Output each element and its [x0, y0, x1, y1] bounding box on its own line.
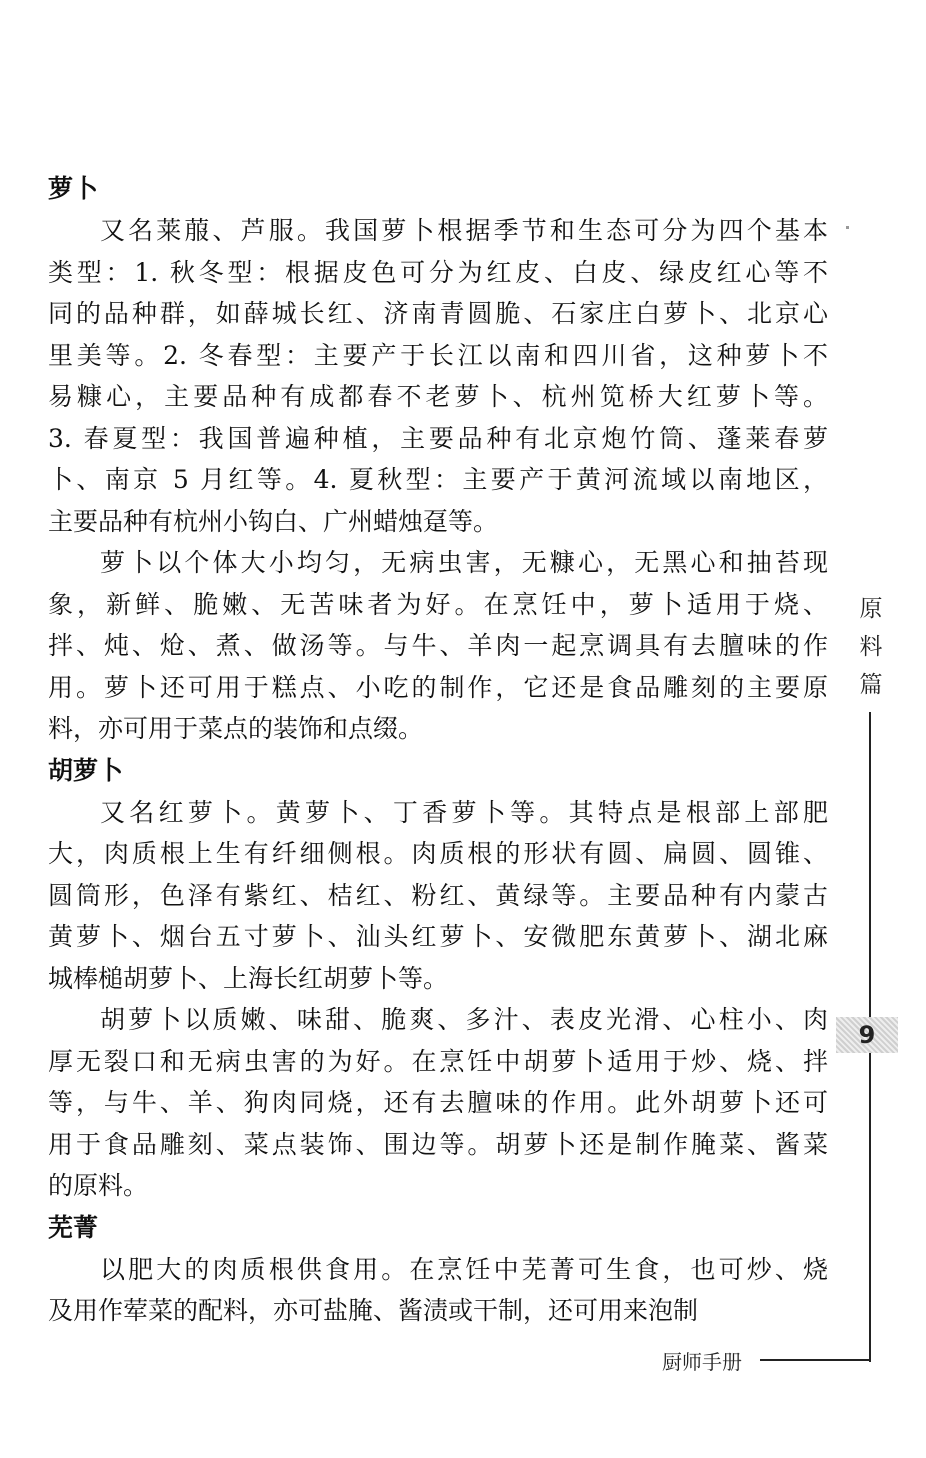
section-heading: 萝卜	[48, 174, 99, 203]
paragraph	[48, 210, 828, 542]
text-line: 又名莱菔、芦服。我国萝卜根据季节和生态可分为四个基本	[100, 216, 828, 245]
footer-rule	[760, 1359, 870, 1361]
text-line: 3. 春夏型：我国普遍种植，主要品种有北京炮竹筒、蓬莱春萝	[48, 423, 828, 453]
text-line: 拌、炖、炝、煮、做汤等。与牛、羊肉一起烹调具有去膻味的作	[48, 631, 828, 660]
chapter-label	[856, 590, 886, 704]
text-line: 类型：1. 秋冬型：根据皮色可分为红皮、白皮、绿皮红心等不	[48, 257, 828, 287]
text-line: 大，肉质根上生有纤细侧根。肉质根的形状有圆、扁圆、圆锥、	[48, 839, 828, 868]
text-line: 主要品种有杭州小钩白、广州蜡烛趸等。	[48, 506, 499, 536]
chapter-label-char: 料	[859, 634, 883, 660]
text-line: 厚无裂口和无病虫害的为好。在烹饪中胡萝卜适用于炒、烧、拌	[48, 1046, 828, 1076]
chapter-label-char: 原	[859, 596, 883, 622]
text-line: 易糠心，主要品种有成都春不老萝卜、杭州笕桥大红萝卜等。	[48, 382, 828, 411]
page-number: 9	[858, 1021, 876, 1049]
section-heading: 胡萝卜	[48, 755, 124, 785]
text-line: 里美等。2. 冬春型：主要产于长江以南和四川省，这种萝卜不	[48, 340, 828, 370]
text-line: 萝卜以个体大小均匀，无病虫害，无糠心，无黑心和抽苔现	[100, 548, 828, 577]
text-line: 象，新鲜、脆嫩、无苦味者为好。在烹饪中，萝卜适用于烧、	[48, 589, 828, 619]
text-line: 料，亦可用于菜点的装饰和点缀。	[48, 714, 424, 743]
text-line: 及用作荤菜的配料，亦可盐腌、酱渍或干制，还可用来泡制	[48, 1296, 699, 1325]
text-line: 等，与牛、羊、狗肉同烧，还有去膻味的作用。此外胡萝卜还可	[48, 1088, 828, 1117]
text-line: 的原料。	[48, 1171, 149, 1200]
paragraph	[48, 999, 828, 1207]
text-line: 卜、南京 5 月红等。4. 夏秋型：主要产于黄河流域以南地区，	[48, 465, 828, 494]
page-body	[48, 168, 828, 1332]
paragraph	[48, 1249, 828, 1332]
section-heading: 芜菁	[48, 1212, 99, 1242]
page-number-badge	[836, 1017, 898, 1053]
text-line: 同的品种群，如薛城长红、济南青圆脆、石家庄白萝卜、北京心	[48, 299, 828, 328]
text-line: 胡萝卜以质嫩、味甜、脆爽、多汁、表皮光滑、心柱小、肉	[100, 1005, 828, 1034]
paragraph	[48, 792, 828, 1000]
text-line: 圆筒形，色泽有紫红、桔红、粉红、黄绿等。主要品种有内蒙古	[48, 880, 828, 910]
text-line: 以肥大的肉质根供食用。在烹饪中芜菁可生食，也可炒、烧	[100, 1254, 828, 1284]
scan-speck	[846, 226, 849, 229]
text-line: 城棒槌胡萝卜、上海长红胡萝卜等。	[48, 963, 449, 993]
paragraph	[48, 542, 828, 750]
text-line: 又名红萝卜。黄萝卜、丁香萝卜等。其特点是根部上部肥	[100, 797, 828, 827]
text-line: 用于食品雕刻、菜点装饰、围边等。胡萝卜还是制作腌菜、酱菜	[48, 1129, 828, 1159]
text-line: 用。萝卜还可用于糕点、小吃的制作，它还是食品雕刻的主要原	[48, 672, 828, 702]
footer-book-title: 厨师手册	[662, 1350, 742, 1374]
chapter-label-char: 篇	[859, 672, 883, 698]
text-line: 黄萝卜、烟台五寸萝卜、汕头红萝卜、安微肥东黄萝卜、湖北麻	[48, 922, 828, 951]
